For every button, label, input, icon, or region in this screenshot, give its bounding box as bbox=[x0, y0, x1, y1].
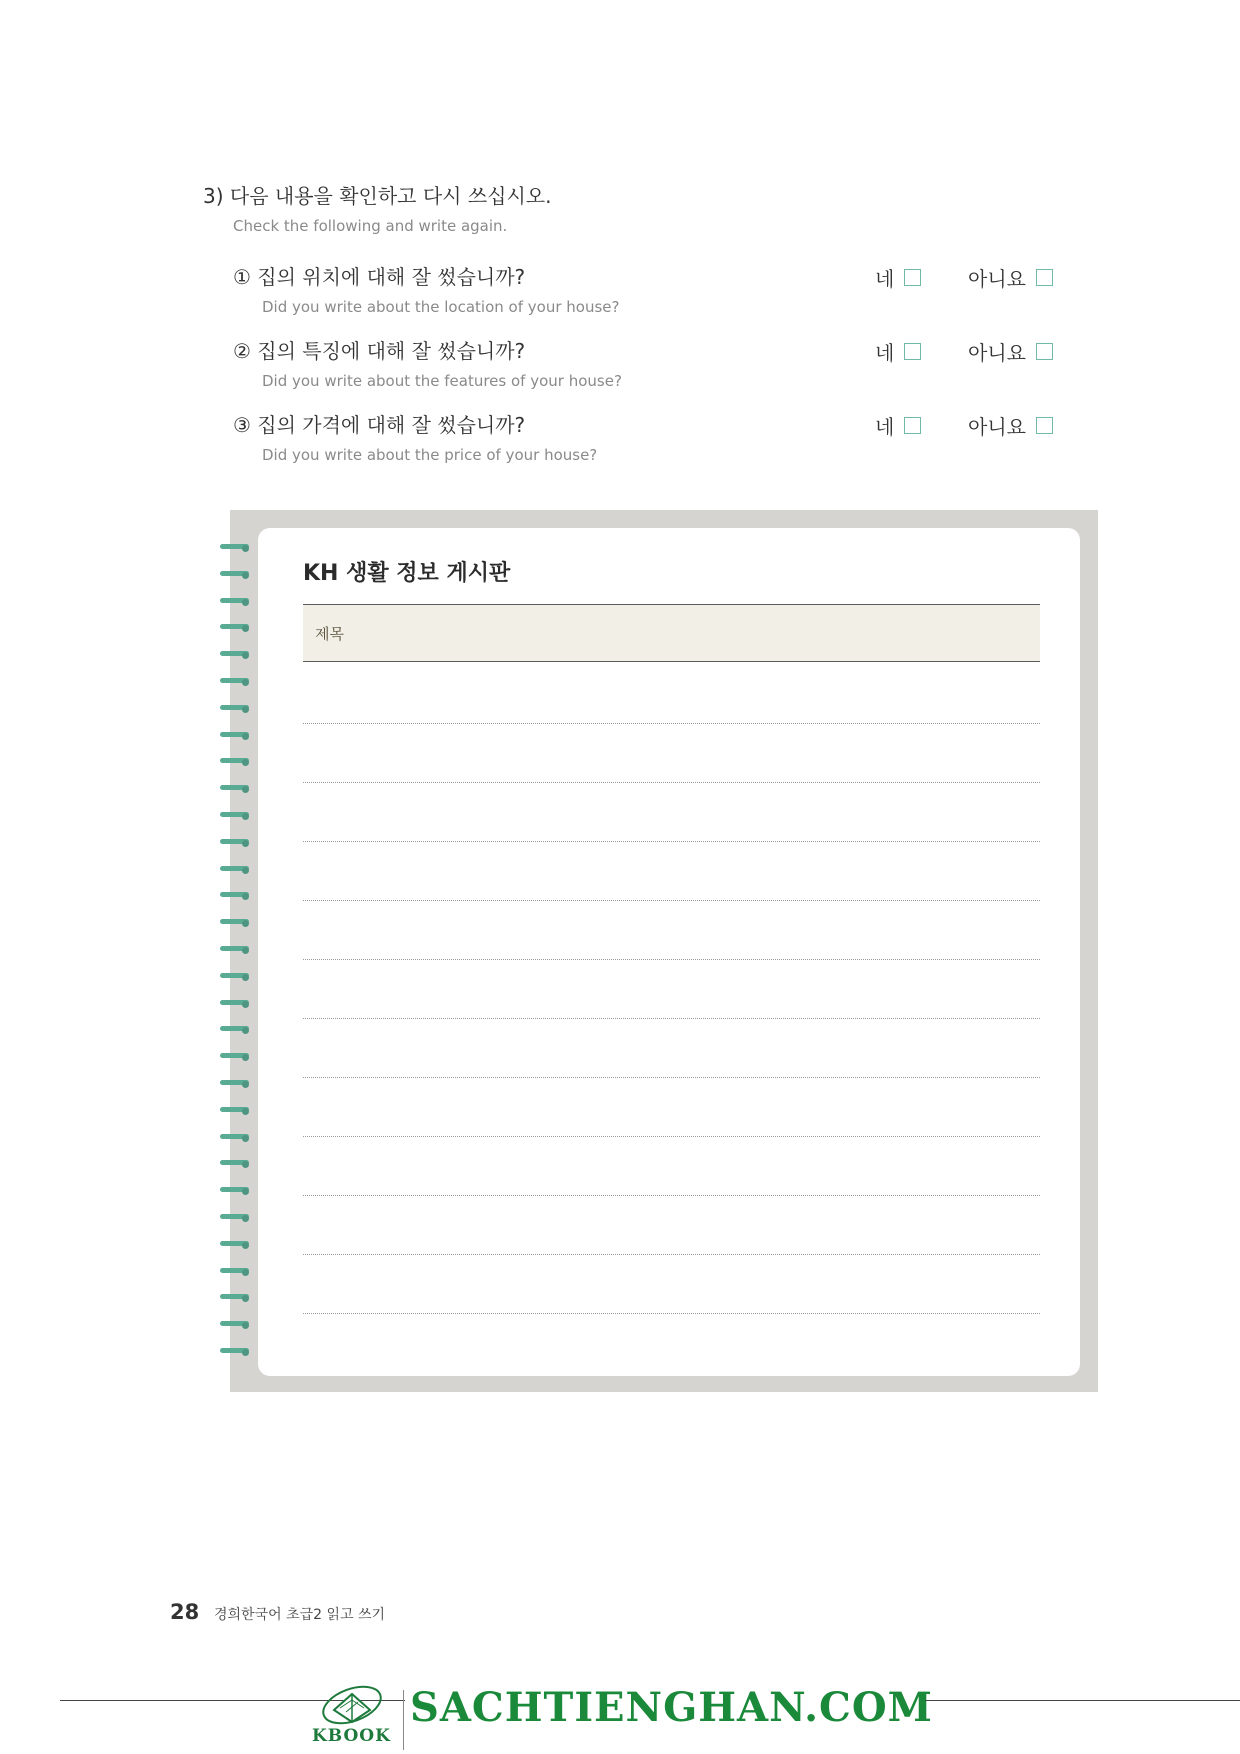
book-title: 경희한국어 초급2 읽고 쓰기 bbox=[214, 1607, 386, 1623]
spiral-coil bbox=[220, 624, 249, 632]
checklist-item-location bbox=[203, 257, 1063, 331]
yes-checkbox[interactable] bbox=[904, 343, 921, 360]
coil-hole bbox=[242, 1188, 249, 1195]
coil-hole bbox=[242, 1027, 249, 1034]
coil-hole bbox=[242, 867, 249, 874]
no-checkbox[interactable] bbox=[1036, 417, 1053, 434]
spiral-coil bbox=[220, 1080, 249, 1088]
writing-line[interactable] bbox=[303, 1313, 1040, 1314]
writing-line[interactable] bbox=[303, 723, 1040, 724]
spiral-coil bbox=[220, 1160, 249, 1168]
coil-hole bbox=[242, 1054, 249, 1061]
coil-hole bbox=[242, 947, 249, 954]
coil-hole bbox=[242, 1269, 249, 1276]
checklist-item-price bbox=[203, 405, 1063, 479]
writing-line[interactable] bbox=[303, 900, 1040, 901]
yes-checkbox[interactable] bbox=[904, 269, 921, 286]
subject-row[interactable] bbox=[303, 604, 1040, 662]
spiral-coil bbox=[220, 1107, 249, 1115]
yes-label: 네 bbox=[875, 415, 895, 439]
spiral-coil bbox=[220, 1134, 249, 1142]
coil-hole bbox=[242, 1242, 249, 1249]
checklist bbox=[203, 257, 1063, 479]
site-name: SACHTIENGHAN.COM bbox=[410, 1684, 933, 1731]
coil-hole bbox=[242, 625, 249, 632]
logo-text: KBOOK bbox=[312, 1726, 391, 1746]
kbook-logo bbox=[312, 1680, 402, 1750]
yes-option bbox=[875, 411, 921, 440]
spiral-coil bbox=[220, 946, 249, 954]
spiral-coil bbox=[220, 973, 249, 981]
coil-hole bbox=[242, 1081, 249, 1088]
coil-hole bbox=[242, 1108, 249, 1115]
item-question: ① 집의 위치에 대해 잘 썼습니까? bbox=[233, 265, 526, 289]
coil-hole bbox=[242, 1135, 249, 1142]
coil-hole bbox=[242, 1161, 249, 1168]
coil-hole bbox=[242, 572, 249, 579]
spiral-coil bbox=[220, 1187, 249, 1195]
spiral-coil bbox=[220, 1214, 249, 1222]
subject-label: 제목 bbox=[315, 625, 344, 643]
spiral-coil bbox=[220, 1268, 249, 1276]
spiral-coil bbox=[220, 1294, 249, 1302]
writing-line[interactable] bbox=[303, 782, 1040, 783]
coil-hole bbox=[242, 679, 249, 686]
spiral-coil bbox=[220, 705, 249, 713]
question-title: 3) 다음 내용을 확인하고 다시 쓰십시오. bbox=[203, 184, 552, 208]
coil-hole bbox=[242, 840, 249, 847]
writing-line[interactable] bbox=[303, 959, 1040, 960]
no-option bbox=[968, 337, 1053, 366]
coil-hole bbox=[242, 1215, 249, 1222]
yes-option bbox=[875, 263, 921, 292]
board-title: KH 생활 정보 게시판 bbox=[303, 561, 511, 586]
coil-hole bbox=[242, 1322, 249, 1329]
item-question: ② 집의 특징에 대해 잘 썼습니까? bbox=[233, 339, 526, 363]
writing-line[interactable] bbox=[303, 1195, 1040, 1196]
item-translation: Did you write about the price of your house? bbox=[262, 446, 598, 464]
item-translation: Did you write about the features of your house? bbox=[262, 372, 622, 390]
spiral-coil bbox=[220, 785, 249, 793]
writing-line[interactable] bbox=[303, 1254, 1040, 1255]
coil-hole bbox=[242, 813, 249, 820]
book-logo-icon bbox=[312, 1680, 392, 1730]
coil-hole bbox=[242, 974, 249, 981]
checklist-item-features bbox=[203, 331, 1063, 405]
writing-line[interactable] bbox=[303, 1018, 1040, 1019]
logo-separator bbox=[403, 1690, 404, 1750]
no-option bbox=[968, 411, 1053, 440]
no-option bbox=[968, 263, 1053, 292]
no-label: 아니요 bbox=[968, 267, 1026, 291]
spiral-coil bbox=[220, 544, 249, 552]
check-section bbox=[203, 180, 1063, 479]
yes-label: 네 bbox=[875, 341, 895, 365]
spiral-coil bbox=[220, 812, 249, 820]
coil-hole bbox=[242, 893, 249, 900]
spiral-coil bbox=[220, 678, 249, 686]
coil-hole bbox=[242, 545, 249, 552]
spiral-coil bbox=[220, 892, 249, 900]
yes-option bbox=[875, 337, 921, 366]
coil-hole bbox=[242, 759, 249, 766]
spiral-coil bbox=[220, 1000, 249, 1008]
yes-checkbox[interactable] bbox=[904, 417, 921, 434]
coil-hole bbox=[242, 652, 249, 659]
spiral-coil bbox=[220, 1321, 249, 1329]
spiral-coil bbox=[220, 866, 249, 874]
no-label: 아니요 bbox=[968, 341, 1026, 365]
item-question: ③ 집의 가격에 대해 잘 썼습니까? bbox=[233, 413, 526, 437]
spiral-coil bbox=[220, 758, 249, 766]
no-label: 아니요 bbox=[968, 415, 1026, 439]
coil-hole bbox=[242, 1001, 249, 1008]
coil-hole bbox=[242, 706, 249, 713]
coil-hole bbox=[242, 1349, 249, 1356]
spiral-coil bbox=[220, 732, 249, 740]
coil-hole bbox=[242, 920, 249, 927]
notebook-page bbox=[258, 528, 1080, 1376]
yes-label: 네 bbox=[875, 267, 895, 291]
spiral-coil bbox=[220, 1348, 249, 1356]
spiral-coil bbox=[220, 651, 249, 659]
page-number: 28 bbox=[170, 1600, 200, 1624]
writing-line[interactable] bbox=[303, 1136, 1040, 1137]
spiral-coil bbox=[220, 1241, 249, 1249]
no-checkbox[interactable] bbox=[1036, 269, 1053, 286]
coil-hole bbox=[242, 599, 249, 606]
spiral-coil bbox=[220, 919, 249, 927]
spiral-coil bbox=[220, 1026, 249, 1034]
coil-hole bbox=[242, 1295, 249, 1302]
no-checkbox[interactable] bbox=[1036, 343, 1053, 360]
item-translation: Did you write about the location of your house? bbox=[262, 298, 620, 316]
coil-hole bbox=[242, 733, 249, 740]
writing-line[interactable] bbox=[303, 1077, 1040, 1078]
spiral-coil bbox=[220, 571, 249, 579]
spiral-coil bbox=[220, 1053, 249, 1061]
spiral-coil bbox=[220, 839, 249, 847]
writing-line[interactable] bbox=[303, 841, 1040, 842]
coil-hole bbox=[242, 786, 249, 793]
question-subtitle: Check the following and write again. bbox=[233, 217, 508, 235]
spiral-coil bbox=[220, 598, 249, 606]
footer-rule-right bbox=[925, 1700, 1240, 1701]
